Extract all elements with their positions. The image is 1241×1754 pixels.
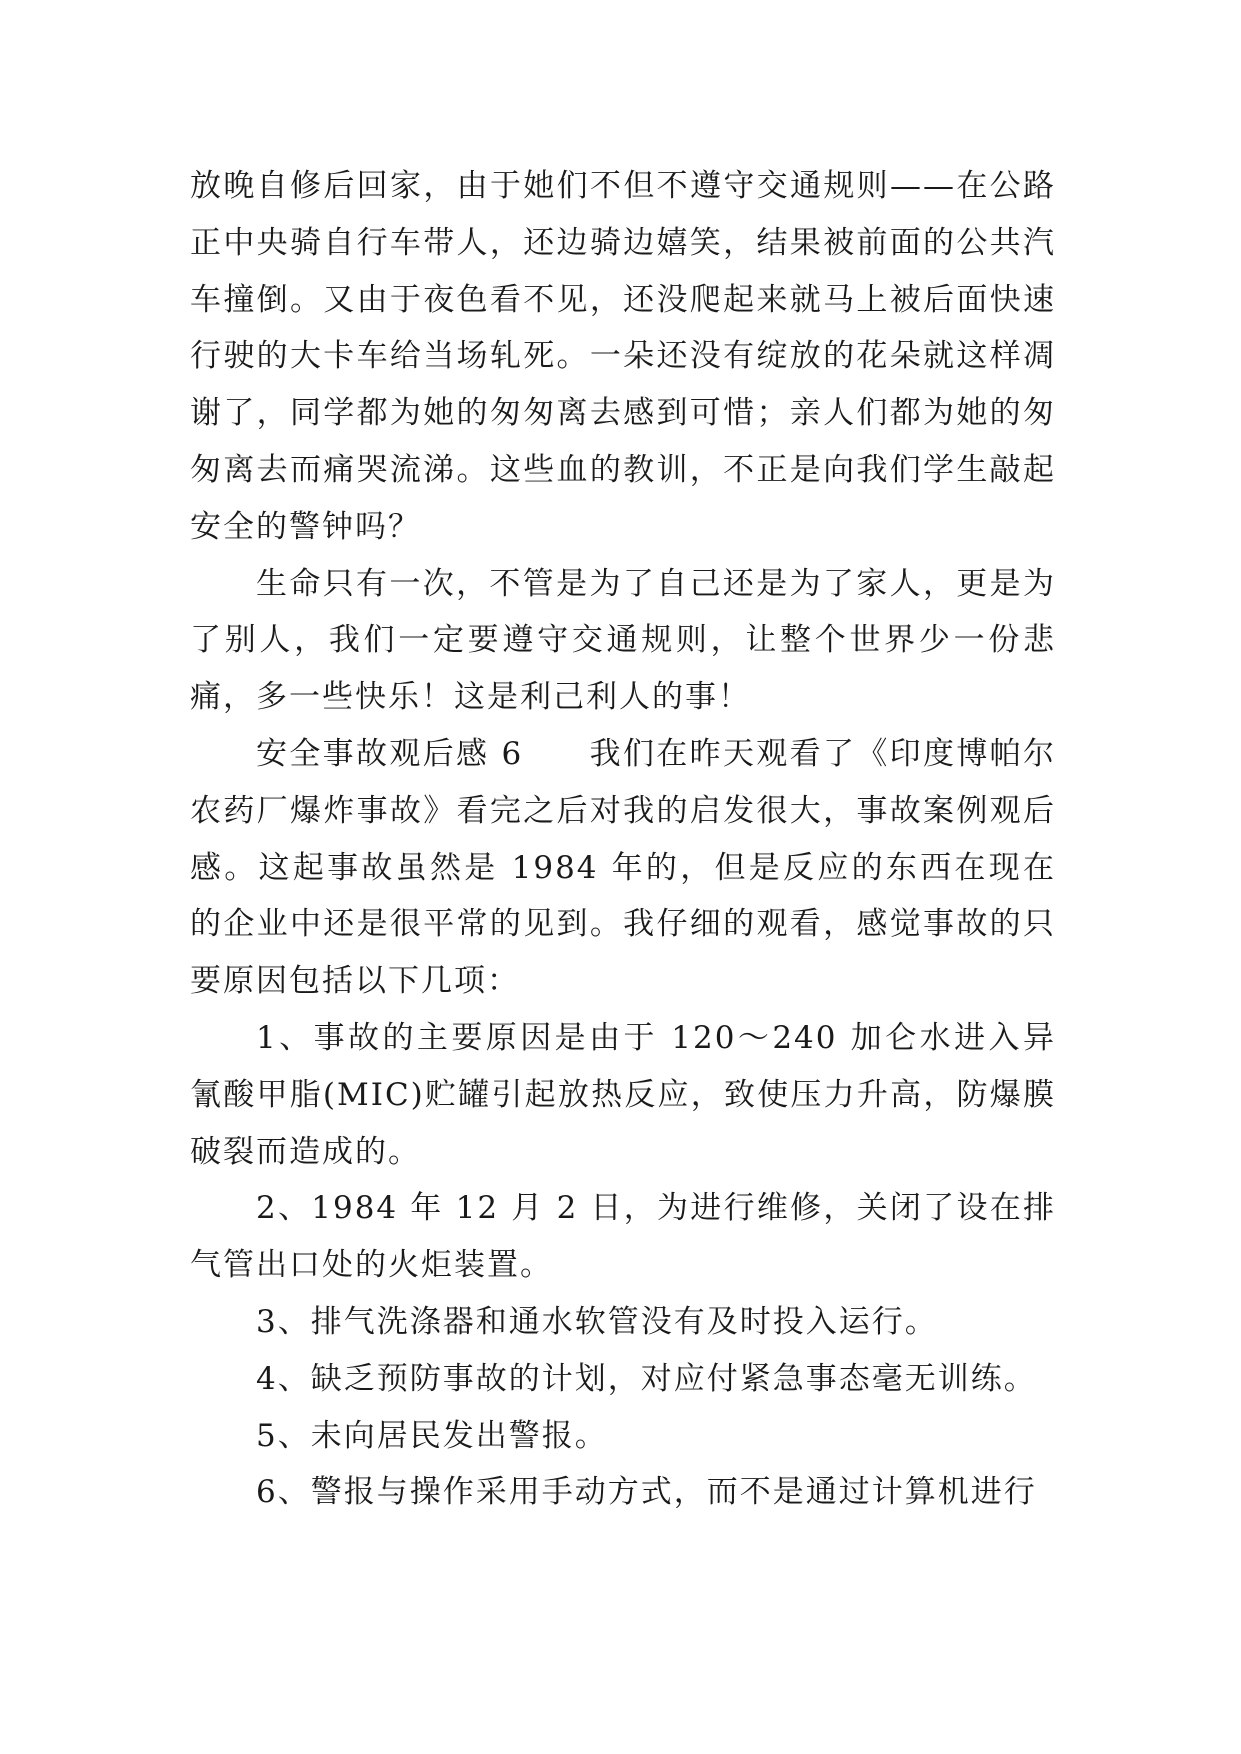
section-heading: 安全事故观后感 6: [256, 735, 524, 772]
paragraph-text: 5、未向居民发出警报。: [256, 1417, 608, 1454]
list-item-6: [190, 1464, 1056, 1521]
list-item-5: [190, 1408, 1056, 1465]
list-item-2: [190, 1180, 1056, 1294]
paragraph-2: [190, 556, 1056, 726]
paragraph-text: 我们在昨天观看了《印度博帕尔农药厂爆炸事故》看完之后对我的启发很大，事故案例观后感。这起事故虽然是 1984 年的，但是反应的东西在现在的企业中还是很平常的见到。我仔细的观看，感觉事故的只要原因包括以下几项：: [190, 735, 1057, 1000]
paragraph-3: [190, 726, 1056, 1010]
paragraph-1: [190, 158, 1056, 556]
list-item-3: [190, 1294, 1056, 1351]
paragraph-text: 2、1984 年 12 月 2 日，为进行维修，关闭了设在排气管出口处的火炬装置。: [190, 1190, 1056, 1284]
paragraph-text: 3、排气洗涤器和通水软管没有及时投入运行。: [256, 1303, 938, 1340]
paragraph-text: 生命只有一次，不管是为了自己还是为了家人，更是为了别人，我们一定要遵守交通规则，让整个世界少一份悲痛，多一些快乐！这是利己利人的事！: [190, 565, 1056, 716]
list-item-1: [190, 1010, 1056, 1180]
paragraph-text: 4、缺乏预防事故的计划，对应付紧急事态毫无训练。: [256, 1360, 1037, 1397]
paragraph-text: 1、事故的主要原因是由于 120～240 加仑水进入异氰酸甲脂(MIC)贮罐引起放热反应，致使压力升高，防爆膜破裂而造成的。: [190, 1019, 1056, 1170]
list-item-4: [190, 1351, 1056, 1408]
paragraph-text: 6、警报与操作采用手动方式，而不是通过计算机进行: [256, 1474, 1037, 1511]
paragraph-text: 放晚自修后回家，由于她们不但不遵守交通规则——在公路正中央骑自行车带人，还边骑边嬉笑，结果被前面的公共汽车撞倒。又由于夜色看不见，还没爬起来就马上被后面快速行驶的大卡车给当场轧死。一朵还没有绽放的花朵就这样凋谢了，同学都为她的匆匆离去感到可惜；亲人们都为她的匆匆离去而痛哭流涕。这些血的教训，不正是向我们学生敲起安全的警钟吗？: [190, 168, 1056, 545]
body-text: [190, 158, 1056, 1521]
